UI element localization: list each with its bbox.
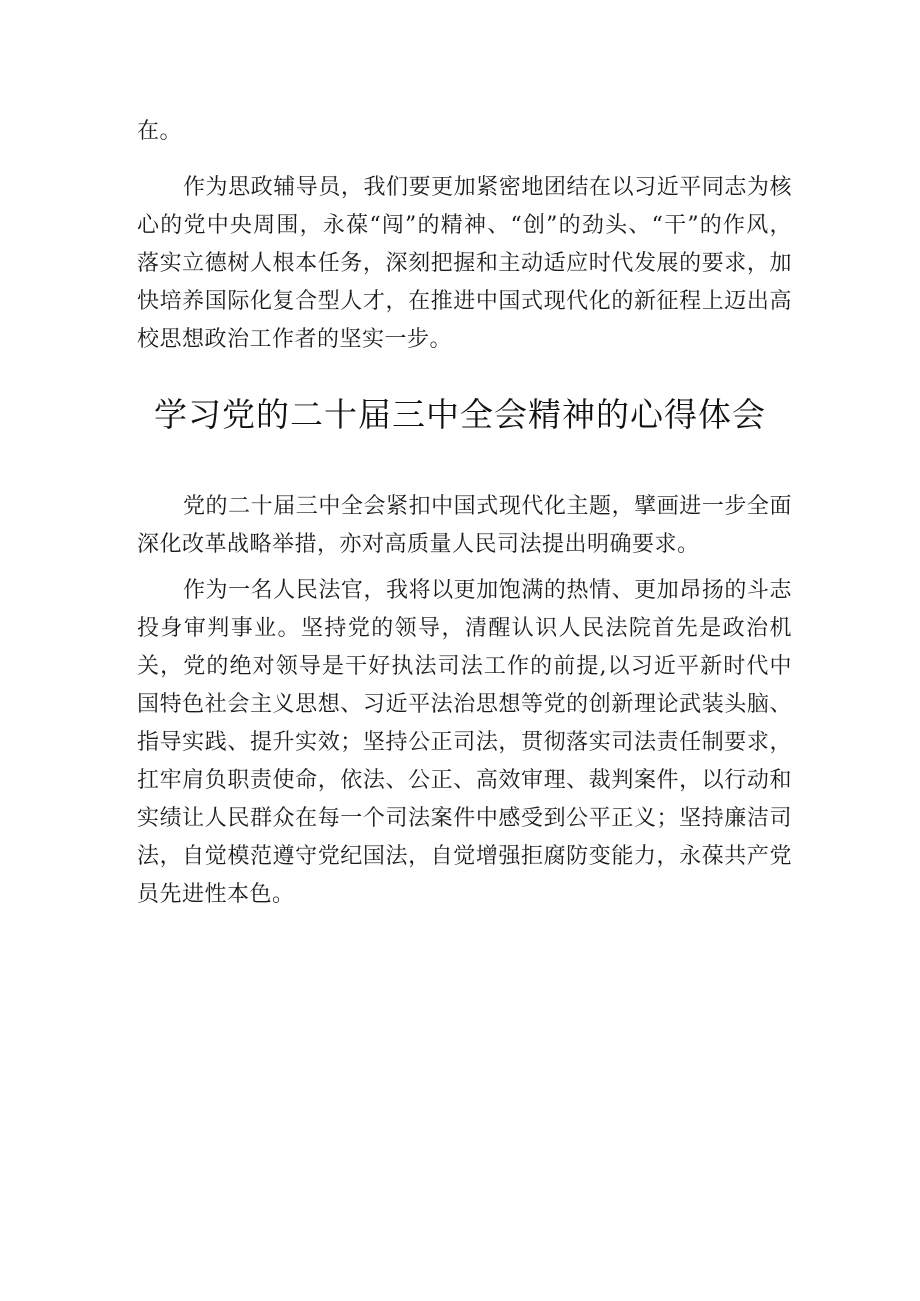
article-title: 学习党的二十届三中全会精神的心得体会 — [154, 395, 766, 434]
paragraph-intro: 党的二十届三中全会紧扣中国式现代化主题，擘画进一步全面深化改革战略举措，亦对高质量人民司法提出明确要求。 — [137, 494, 792, 557]
article-body — [137, 488, 792, 914]
section-previous-text — [137, 113, 792, 359]
paragraph-continuation: 在。 — [137, 119, 183, 144]
paragraph-counselor: 作为思政辅导员，我们要更加紧密地团结在以习近平同志为核心的党中央周围，永葆“闯”的精神、“创”的劲头、“干”的作风，落实立德树人根本任务，深刻把握和主动适应时代发展的要求，加快培养国际化复合型人才，在推进中国式现代化的新征程上迈出高校思想政治工作者的坚实一步。 — [137, 175, 792, 352]
paragraph-judge: 作为一名人民法官，我将以更加饱满的热情、更加昂扬的斗志投身审判事业。坚持党的领导，清醒认识人民法院首先是政治机关，党的绝对领导是干好执法司法工作的前提,以习近平新时代中国特色社会主义思想、习近平法治思想等党的创新理论武装头脑、指导实践、提升实效；坚持公正司法，贯彻落实司法责任制要求，扛牢肩负职责使命，依法、公正、高效审理、裁判案件，以行动和实绩让人民群众在每一个司法案件中感受到公平正义；坚持廉洁司法，自觉模范遵守党纪国法，自觉增强拒腐防变能力，永葆共产党员先进性本色。 — [137, 578, 792, 907]
